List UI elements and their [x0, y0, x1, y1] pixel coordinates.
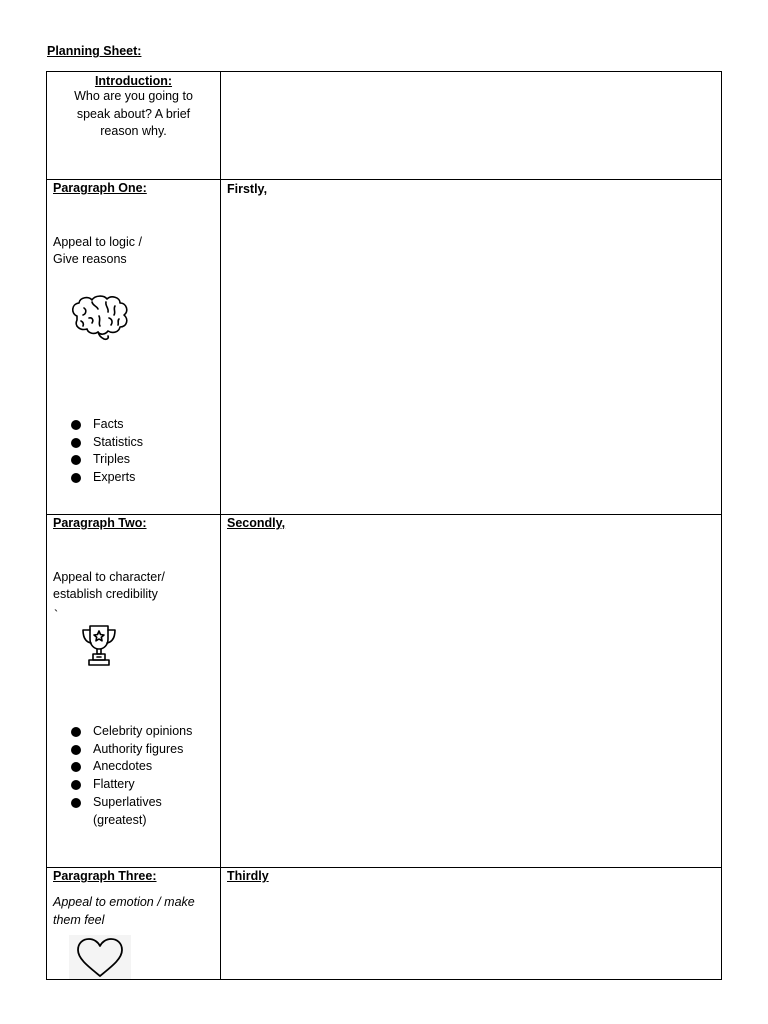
bullet-icon [71, 762, 81, 772]
para2-appeal-line2: establish credibility [53, 587, 158, 601]
intro-heading: Introduction: [94, 74, 173, 88]
para1-row [47, 180, 722, 515]
heart-icon [69, 935, 131, 980]
para1-starter: Firstly, [227, 182, 268, 196]
list-item: Experts [47, 469, 221, 487]
intro-label-cell [47, 72, 221, 180]
bullet-icon [71, 455, 81, 465]
para3-label-cell [47, 868, 221, 980]
list-item: Celebrity opinions [47, 723, 221, 741]
para2-starter: Secondly, [227, 516, 286, 530]
list-item-continuation: (greatest) [93, 812, 147, 827]
para3-answer-cell[interactable] [221, 868, 722, 980]
list-item: Superlatives [47, 794, 221, 812]
para1-bullet-list [47, 416, 221, 487]
bullet-icon [71, 438, 81, 448]
para2-heading: Paragraph Two: [53, 516, 147, 530]
para1-heading: Paragraph One: [53, 181, 147, 195]
bullet-icon [71, 473, 81, 483]
list-item: Authority figures [47, 741, 221, 759]
para2-label-cell [47, 515, 221, 868]
para2-answer-cell[interactable] [221, 515, 722, 868]
intro-row [47, 72, 722, 180]
bullet-icon [71, 420, 81, 430]
list-item: Flattery [47, 776, 221, 794]
intro-answer-cell[interactable] [221, 72, 722, 180]
para3-row [47, 868, 722, 980]
para1-appeal-line1: Appeal to logic / [53, 235, 142, 249]
trophy-icon [79, 623, 119, 669]
para3-appeal-line1: Appeal to emotion / make [53, 895, 195, 909]
list-item: Facts [47, 416, 221, 434]
stray-mark: ` [54, 608, 59, 622]
planning-table [46, 71, 722, 980]
bullet-icon [71, 745, 81, 755]
para1-answer-cell[interactable] [221, 180, 722, 515]
page-title: Planning Sheet: [47, 44, 142, 58]
bullet-icon [71, 727, 81, 737]
para2-bullet-list [47, 723, 221, 829]
brain-icon [69, 294, 131, 344]
para2-appeal-line1: Appeal to character/ [53, 570, 165, 584]
para2-row [47, 515, 722, 868]
bullet-icon [71, 780, 81, 790]
para1-label-cell [47, 180, 221, 515]
para3-heading: Paragraph Three: [53, 869, 157, 883]
list-item: Statistics [47, 434, 221, 452]
list-item: Triples [47, 451, 221, 469]
para3-starter: Thirdly [227, 869, 269, 883]
intro-prompt: Who are you going to speak about? A brief reason why. [74, 89, 193, 138]
list-item: Anecdotes [47, 758, 221, 776]
bullet-icon [71, 798, 81, 808]
para1-appeal-line2: Give reasons [53, 252, 127, 266]
para3-appeal-line2: them feel [53, 913, 105, 927]
